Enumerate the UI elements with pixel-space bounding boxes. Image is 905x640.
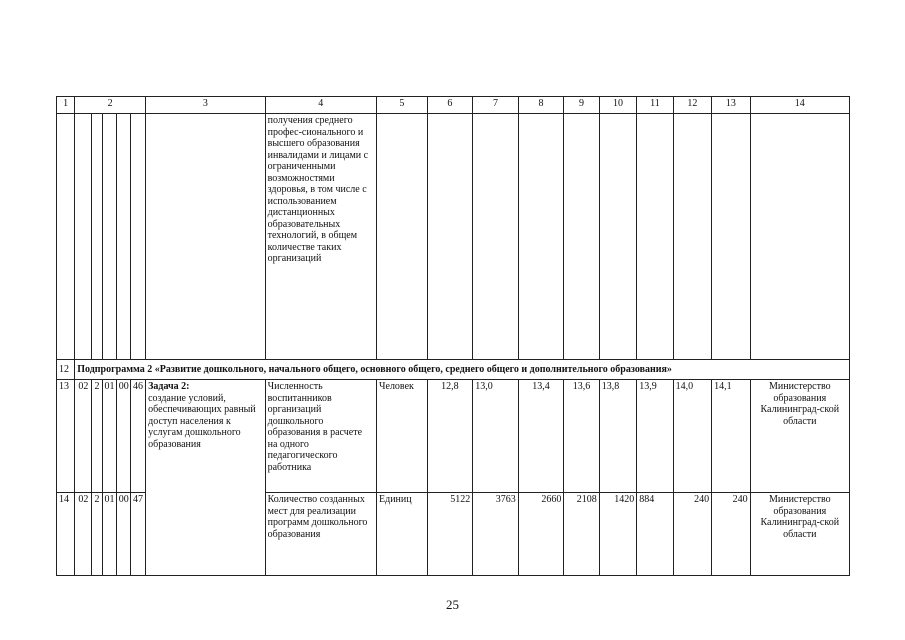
empty-cell [75, 114, 92, 360]
indicator-cell: Количество созданных мест для реализации программ дошкольного образования [265, 493, 376, 576]
code-cell: 01 [102, 380, 116, 493]
row-number: 12 [57, 360, 75, 380]
header-row [57, 97, 850, 114]
indicators-table [56, 96, 850, 576]
empty-cell [750, 114, 849, 360]
code-cell: 00 [116, 493, 130, 576]
responsible-cell: Министерство образования Калининград-ской области [750, 493, 849, 576]
empty-cell [473, 114, 519, 360]
value-cell: 12,8 [427, 380, 473, 493]
header-cell: 12 [673, 97, 711, 114]
code-cell: 47 [130, 493, 145, 576]
empty-cell [427, 114, 473, 360]
task-title: Задача 2: [148, 381, 190, 392]
value-cell: 14,0 [673, 380, 711, 493]
value-cell: 5122 [427, 493, 473, 576]
code-cell: 2 [92, 493, 102, 576]
table-row-subprogram [57, 360, 850, 380]
indicator-cell: Численность воспитанников организаций дошкольного образования в расчете на одного педагогического работника [265, 380, 376, 493]
code-cell: 02 [75, 493, 92, 576]
header-cell: 11 [637, 97, 673, 114]
header-cell: 8 [518, 97, 564, 114]
value-cell: 240 [673, 493, 711, 576]
empty-cell [564, 114, 599, 360]
value-cell: 13,6 [564, 380, 599, 493]
value-cell: 2108 [564, 493, 599, 576]
empty-cell [518, 114, 564, 360]
table-row-continued [57, 114, 850, 360]
table-row-13 [57, 380, 850, 493]
empty-cell [712, 114, 750, 360]
unit-cell: Человек [377, 380, 428, 493]
value-cell: 13,9 [637, 380, 673, 493]
code-cell: 02 [75, 380, 92, 493]
header-cell: 2 [75, 97, 146, 114]
code-cell: 46 [130, 380, 145, 493]
row-number: 13 [57, 380, 75, 493]
empty-cell [146, 114, 266, 360]
unit-cell: Единиц [377, 493, 428, 576]
value-cell: 2660 [518, 493, 564, 576]
header-cell: 3 [146, 97, 266, 114]
value-cell: 14,1 [712, 380, 750, 493]
header-cell: 7 [473, 97, 519, 114]
responsible-cell: Министерство образования Калининград-ской области [750, 380, 849, 493]
header-cell: 10 [599, 97, 636, 114]
indicator-cell: получения среднего профес-сионального и высшего образования инвалидами и лицами с ограниченными возможностями здоровья, в том числе с использованием дистанционных образовательных технологий, в общем количестве таких организаций [265, 114, 376, 360]
code-cell: 00 [116, 380, 130, 493]
code-cell: 2 [92, 380, 102, 493]
value-cell: 240 [712, 493, 750, 576]
empty-cell [102, 114, 116, 360]
task-text: создание условий, обеспечивающих равный доступ населения к услугам дошкольного образования [148, 392, 256, 450]
empty-cell [130, 114, 145, 360]
empty-cell [599, 114, 636, 360]
value-cell: 1420 [599, 493, 636, 576]
value-cell: 884 [637, 493, 673, 576]
empty-cell [57, 114, 75, 360]
empty-cell [116, 114, 130, 360]
empty-cell [377, 114, 428, 360]
header-cell: 6 [427, 97, 473, 114]
header-cell: 1 [57, 97, 75, 114]
empty-cell [92, 114, 102, 360]
empty-cell [637, 114, 673, 360]
value-cell: 3763 [473, 493, 519, 576]
header-cell: 5 [377, 97, 428, 114]
subprogram-title: Подпрограмма 2 «Развитие дошкольного, начального общего, основного общего, среднего общего и дополнительного образования» [75, 360, 850, 380]
header-cell: 4 [265, 97, 376, 114]
header-cell: 9 [564, 97, 599, 114]
value-cell: 13,4 [518, 380, 564, 493]
row-number: 14 [57, 493, 75, 576]
empty-cell [673, 114, 711, 360]
header-cell: 13 [712, 97, 750, 114]
value-cell: 13,0 [473, 380, 519, 493]
page-number: 25 [446, 597, 459, 612]
code-cell: 01 [102, 493, 116, 576]
task-cell [146, 380, 266, 576]
header-cell: 14 [750, 97, 849, 114]
value-cell: 13,8 [599, 380, 636, 493]
